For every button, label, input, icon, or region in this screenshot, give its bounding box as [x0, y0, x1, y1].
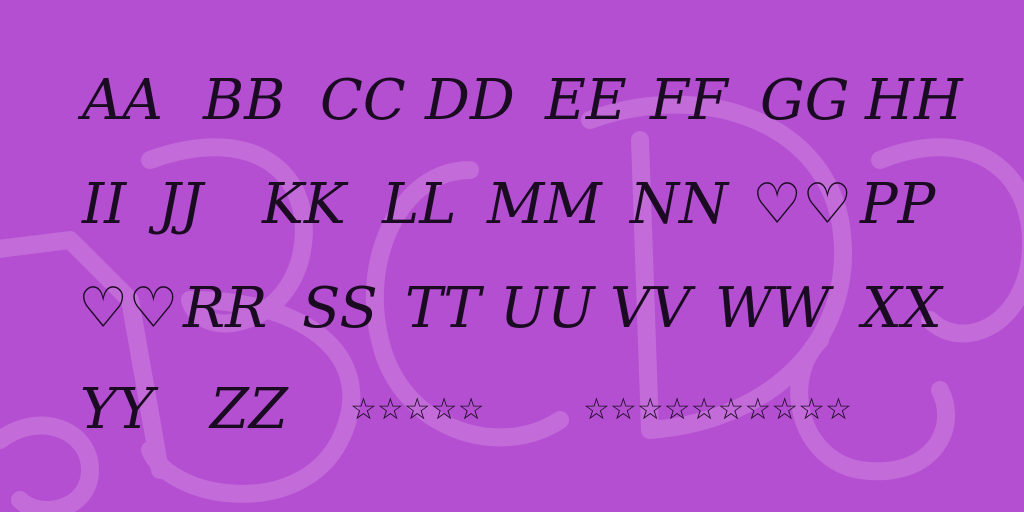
star-icon-group: ☆☆☆☆☆☆☆☆☆☆ [583, 392, 852, 427]
glyph-pair: JJ [158, 172, 203, 237]
glyph-pair: SS [302, 276, 378, 341]
star-icon-group: ☆☆☆☆☆ [350, 392, 485, 427]
glyph-pair: YY [80, 377, 154, 442]
glyph-pair: HH [865, 68, 963, 133]
glyph-row-1 [0, 66, 1024, 136]
glyph-pair: TT [405, 276, 481, 341]
glyph-pair: DD [425, 68, 515, 133]
glyph-pair: FF [650, 68, 728, 133]
glyph-pair: UU [500, 276, 595, 341]
glyph-pair: II [82, 172, 127, 237]
glyph-pair: MM [487, 172, 602, 237]
glyph-pair: WW [715, 276, 831, 341]
glyph-pair: AA [82, 68, 163, 133]
glyph-pair: GG [760, 68, 850, 133]
glyph-pair: EE [545, 68, 627, 133]
glyph-pair: BB [203, 68, 286, 133]
glyph-pair: ZZ [210, 377, 288, 442]
glyph-pair: XX [862, 276, 942, 341]
hearts-with-arrow-icon: ♡♡ [78, 276, 179, 341]
heart-icon: ♡♡ [752, 172, 853, 237]
glyph-pair: PP [860, 172, 936, 237]
glyph-pair: KK [262, 172, 346, 237]
glyph-pair: LL [382, 172, 457, 237]
glyph-pair: CC [320, 68, 406, 133]
glyph-row-2 [0, 170, 1024, 240]
glyph-pair: RR [183, 276, 268, 341]
glyph-row-3 [0, 274, 1024, 344]
glyph-pair: NN [630, 172, 728, 237]
glyph-pair: VV [610, 276, 691, 341]
glyph-row-4 [0, 375, 1024, 445]
